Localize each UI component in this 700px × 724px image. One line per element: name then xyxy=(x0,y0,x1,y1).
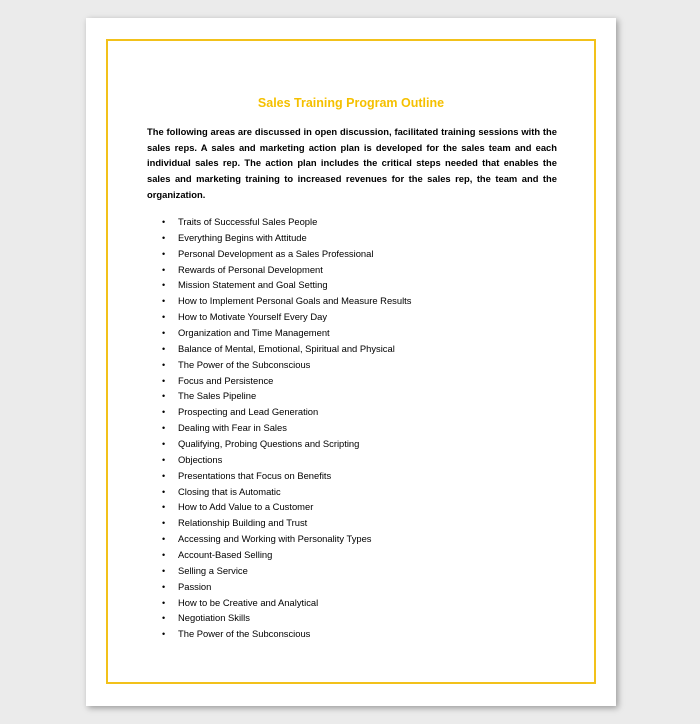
bullet-icon: • xyxy=(162,518,166,529)
document-title: Sales Training Program Outline xyxy=(257,96,445,110)
list-item-text: Presentations that Focus on Benefits xyxy=(178,469,332,481)
list-item-text: Selling a Service xyxy=(178,564,248,576)
bullet-icon: • xyxy=(162,248,166,259)
bullet-icon: • xyxy=(162,296,166,307)
list-item-text: How to Implement Personal Goals and Measure Results xyxy=(178,295,412,307)
list-item xyxy=(147,484,411,500)
list-item-text: Negotiation Skills xyxy=(178,612,250,624)
bullet-icon: • xyxy=(162,629,166,640)
bullet-icon: • xyxy=(162,439,166,450)
list-item-text: Objections xyxy=(178,453,223,465)
list-item xyxy=(147,214,411,230)
bullet-icon: • xyxy=(162,375,166,386)
list-item xyxy=(147,610,411,626)
list-item xyxy=(147,262,411,278)
list-item xyxy=(147,404,411,420)
bullet-icon: • xyxy=(162,597,166,608)
bullet-icon: • xyxy=(162,613,166,624)
list-item-text: Account-Based Selling xyxy=(178,549,273,561)
list-item xyxy=(147,452,411,468)
list-item-text: Personal Development as a Sales Professional xyxy=(178,247,374,259)
list-item-text: Everything Begins with Attitude xyxy=(178,231,307,243)
bullet-icon: • xyxy=(162,407,166,418)
list-item-text: Traits of Successful Sales People xyxy=(178,216,318,227)
bullet-icon: • xyxy=(162,217,166,227)
list-item-text: How to Add Value to a Customer xyxy=(178,501,314,513)
bullet-icon: • xyxy=(162,343,166,354)
list-item xyxy=(147,230,411,246)
list-item-text: Mission Statement and Goal Setting xyxy=(178,279,328,291)
topic-list xyxy=(147,214,411,642)
bullet-icon: • xyxy=(162,232,166,243)
bullet-icon: • xyxy=(162,502,166,513)
bullet-icon: • xyxy=(162,470,166,481)
list-item xyxy=(147,325,411,341)
list-item xyxy=(147,341,411,357)
list-item xyxy=(147,547,411,563)
list-item xyxy=(147,293,411,309)
list-item xyxy=(147,388,411,404)
list-item-text: Dealing with Fear in Sales xyxy=(178,422,287,434)
list-item xyxy=(147,309,411,325)
bullet-icon: • xyxy=(162,391,166,402)
bullet-icon: • xyxy=(162,486,166,497)
bullet-icon: • xyxy=(162,550,166,561)
list-item-text: The Power of the Subconscious xyxy=(178,628,311,640)
list-item xyxy=(147,246,411,262)
list-item-text: Qualifying, Probing Questions and Scripting xyxy=(178,438,360,450)
bullet-icon: • xyxy=(162,565,166,576)
list-item-text: Balance of Mental, Emotional, Spiritual and Physical xyxy=(178,342,395,354)
list-item-text: Rewards of Personal Development xyxy=(178,263,323,275)
list-item xyxy=(147,626,411,642)
bullet-icon: • xyxy=(162,423,166,434)
bullet-icon: • xyxy=(162,264,166,275)
list-item-text: Closing that is Automatic xyxy=(178,485,281,497)
list-item xyxy=(147,595,411,611)
list-item xyxy=(147,420,411,436)
list-item xyxy=(147,563,411,579)
bullet-icon: • xyxy=(162,328,166,339)
list-item xyxy=(147,373,411,389)
bullet-icon: • xyxy=(162,280,166,291)
list-item-text: The Power of the Subconscious xyxy=(178,358,311,370)
list-item-text: How to be Creative and Analytical xyxy=(178,596,319,608)
list-item xyxy=(147,436,411,452)
list-item-text: Passion xyxy=(178,580,212,592)
list-item xyxy=(147,468,411,484)
list-item-text: Accessing and Working with Personality Types xyxy=(178,533,372,545)
list-item-text: The Sales Pipeline xyxy=(178,390,257,402)
bullet-icon: • xyxy=(162,534,166,545)
intro-paragraph: The following areas are discussed in open discussion, facilitated training sessions with the sales reps. A sales and marketing action plan is developed for the sales team and each individual sales rep. The action plan includes the critical steps needed that enables the sales and marketing training to increased revenues for the sales rep, the team and the organization. xyxy=(147,126,557,200)
list-item-text: Prospecting and Lead Generation xyxy=(178,406,319,418)
list-item xyxy=(147,499,411,515)
list-item-text: Organization and Time Management xyxy=(178,327,330,339)
list-item-text: How to Motivate Yourself Every Day xyxy=(178,311,328,323)
list-item-text: Relationship Building and Trust xyxy=(178,517,308,529)
list-item xyxy=(147,515,411,531)
list-item xyxy=(147,357,411,373)
bullet-icon: • xyxy=(162,359,166,370)
bullet-icon: • xyxy=(162,581,166,592)
list-item xyxy=(147,531,411,547)
list-item xyxy=(147,277,411,293)
bullet-icon: • xyxy=(162,454,166,465)
list-item-text: Focus and Persistence xyxy=(178,374,274,386)
bullet-icon: • xyxy=(162,312,166,323)
document-page xyxy=(86,18,616,706)
list-item xyxy=(147,579,411,595)
